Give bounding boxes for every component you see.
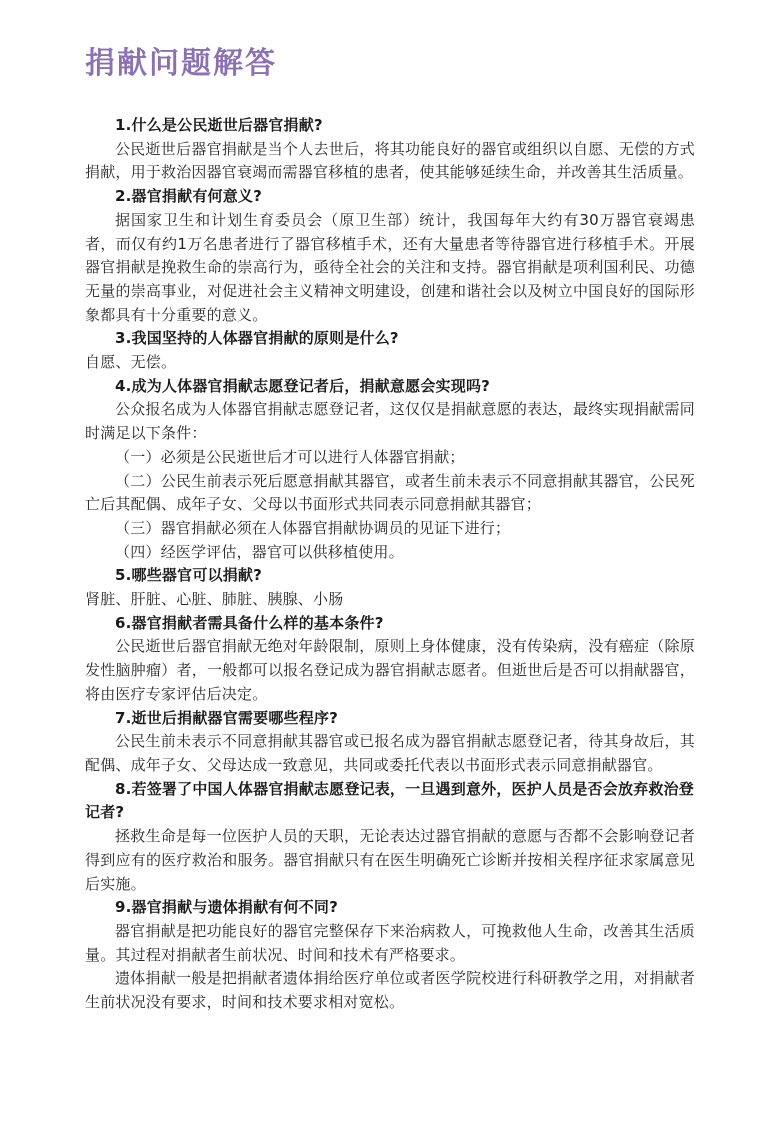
question-5: 5.哪些器官可以捐献? [115, 566, 263, 585]
answer-3: 自愿、无偿。 [85, 353, 177, 372]
answer-9-organ: 器官捐献是把功能良好的器官完整保存下来治病救人，可挽救他人生命，改善其生活质量。其过程对捐献者生前状况、时间和技术有严格要求。 [85, 921, 695, 964]
answer-7: 公民生前未表示不同意捐献其器官或已报名成为器官捐献志愿登记者，待其身故后，其配偶、成年子女、父母达成一致意见，共同或委托代表以书面形式表示同意捐献器官。 [85, 732, 695, 774]
question-7: 7.逝世后捐献器官需要哪些程序? [115, 708, 339, 727]
question-4: 4.成为人体器官捐献志愿登记者后，捐献意愿会实现吗? [115, 376, 491, 395]
question-3: 3.我国坚持的人体器官捐献的原则是什么? [115, 329, 399, 348]
answer-8: 拯救生命是每一位医护人员的天职，无论表达过器官捐献的意愿与否都不会影响登记者得到应有的医疗救治和服务。器官捐献只有在医生明确死亡诊断并按相关程序征求家属意见后实施。 [85, 827, 695, 893]
question-1: 1.什么是公民逝世后器官捐献? [115, 116, 323, 134]
question-2: 2.器官捐献有何意义? [115, 187, 263, 206]
question-6: 6.器官捐献者需具备什么样的基本条件? [115, 613, 384, 632]
question-8: 8.若签署了中国人体器官捐献志愿登记表，一旦遇到意外，医护人员是否会放弃救治登记者? [85, 779, 694, 822]
faq-content [85, 114, 695, 1015]
answer-6: 公民逝世后器官捐献无绝对年龄限制，原则上身体健康，没有传染病，没有癌症（除原发性脑肿瘤）者，一般都可以报名登记成为器官捐献志愿者。但逝世后是否可以捐献器官，将由医疗专家评估后决定。 [85, 637, 695, 703]
answer-4-intro: 公众报名成为人体器官捐献志愿登记者，这仅仅是捐献意愿的表达，最终实现捐献需同时满足以下条件： [85, 400, 695, 443]
answer-4-condition-1: （一）必须是公民逝世后才可以进行人体器官捐献； [115, 447, 465, 466]
page-title: 捐献问题解答 [85, 46, 277, 81]
question-9: 9.器官捐献与遗体捐献有何不同? [115, 898, 339, 917]
answer-2: 据国家卫生和计划生育委员会（原卫生部）统计，我国每年大约有30万器官衰竭患者，而仅有约1万名患者进行了器官移植手术，还有大量患者等待器官进行移植手术。开展器官捐献是挽救生命的崇高行为，亟待全社会的关注和支持。器官捐献是项利国利民、功德无量的崇高事业，对促进社会主义精神文明建设，创建和谐社会以及树立中国良好的国际形象都具有十分重要的意义。 [85, 210, 695, 324]
answer-4-condition-3: （三）器官捐献必须在人体器官捐献协调员的见证下进行； [115, 518, 511, 537]
answer-1: 公民逝世后器官捐献是当个人去世后，将其功能良好的器官或组织以自愿、无偿的方式捐献，用于救治因器官衰竭而需器官移植的患者，使其能够延续生命，并改善其生活质量。 [85, 139, 695, 182]
answer-5: 肾脏、肝脏、心脏、肺脏、胰腺、小肠 [85, 590, 344, 609]
answer-4-condition-4: （四）经医学评估，器官可以供移植使用。 [115, 542, 404, 561]
answer-9-body: 遗体捐献一般是把捐献者遗体捐给医疗单位或者医学院校进行科研教学之用，对捐献者生前状况没有要求，时间和技术要求相对宽松。 [85, 969, 695, 1012]
answer-4-condition-2: （二）公民生前表示死后愿意捐献其器官，或者生前未表示不同意捐献其器官，公民死亡后其配偶、成年子女、父母以书面形式共同表示同意捐献其器官； [85, 471, 695, 514]
